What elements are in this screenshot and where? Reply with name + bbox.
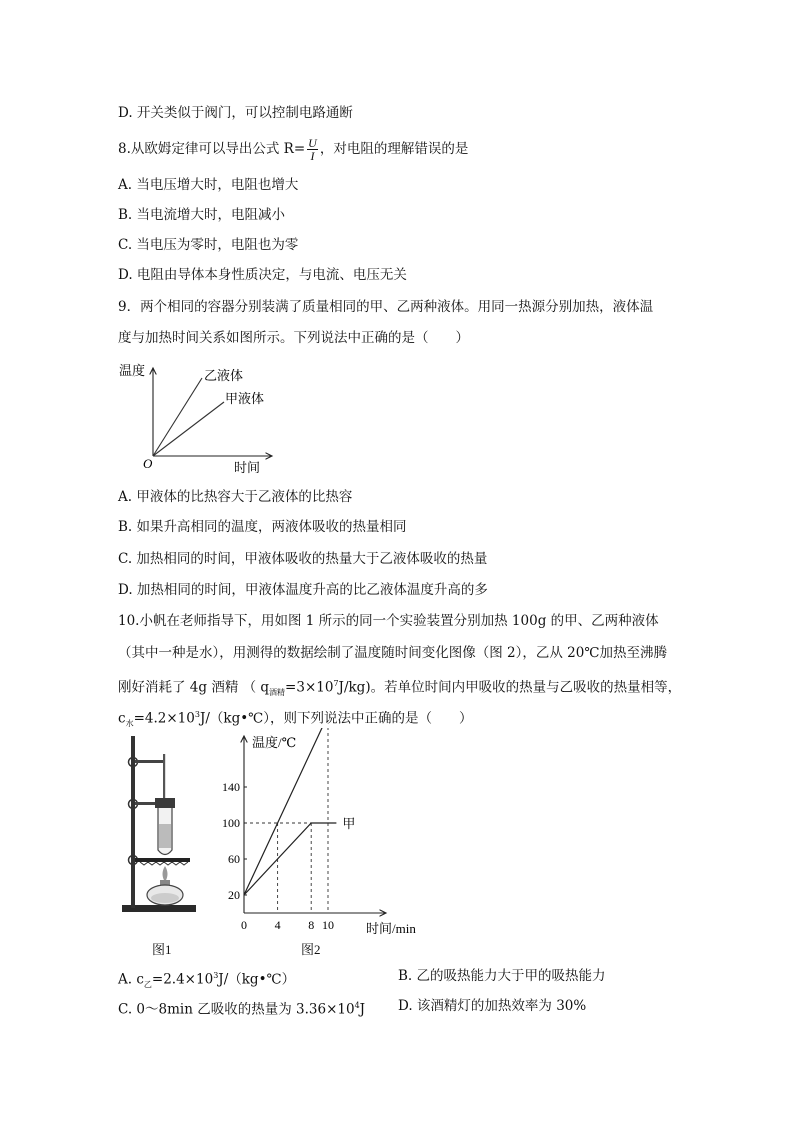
y-tick-label: 60 (228, 852, 240, 866)
q10-line3-post: =3×10 (285, 679, 334, 696)
q10-line3-end: J/kg)。若单位时间内甲吸收的热量与乙吸收的热量相等， (338, 679, 682, 696)
q10-option-a (118, 967, 295, 994)
fraction-denominator: I (310, 149, 315, 163)
q9-option-d: D. 加热相同的时间，甲液体温度升高的比乙液体温度升高的多 (118, 582, 488, 598)
q10-stem-line3 (118, 675, 681, 702)
series-line-yi (244, 728, 362, 895)
fig2-temperature-chart (216, 728, 426, 940)
q8-option-d: D. 电阻由导体本身性质决定，与电流、电压无关 (118, 267, 407, 283)
q10-option-b: B. 乙的吸热能力大于甲的吸热能力 (398, 968, 606, 984)
q10-option-c-pre: C. 0～8min 乙吸收的热量为 3.36×10 (118, 1001, 355, 1018)
fig1-caption: 图1 (152, 942, 172, 957)
q10-line3-sup: 7 (333, 679, 339, 688)
q10-line4-pre: c (118, 710, 126, 727)
q9-line-yi-label: 乙液体 (204, 368, 244, 383)
q10-line4-sub: 水 (125, 719, 134, 729)
q9-stem-line1: 9．两个相同的容器分别装满了质量相同的甲、乙两种液体。用同一热源分别加热，液体温 (118, 299, 654, 315)
y-tick-label: 140 (222, 780, 240, 794)
q10-option-c (118, 997, 365, 1019)
q9-origin-label: O (143, 456, 153, 471)
q9-temperature-time-graph (112, 358, 282, 476)
q10-option-a-post: =2.4×10 (151, 971, 214, 988)
x-tick-label: 8 (308, 918, 315, 932)
x-tick-label: 4 (274, 918, 281, 932)
q9-x-label: 时间 (234, 460, 261, 475)
fig2-y-axis-label: 温度/℃ (252, 735, 297, 750)
fraction-numerator: U (308, 136, 317, 150)
fig2-x-axis-label: 时间/min (366, 921, 416, 936)
q8-stem (118, 135, 468, 163)
q10-line4-end: J/（kg•℃），则下列说法中正确的是（ ） (199, 710, 473, 727)
q10-option-c-end: J (359, 1001, 366, 1018)
q9-line-jia-label: 甲液体 (225, 391, 265, 406)
y-tick-label: 100 (222, 816, 240, 830)
q10-stem-line2: （其中一种是水），用测得的数据绘制了温度随时间变化图像（图 2），乙从 20℃加热至沸腾 (118, 645, 667, 661)
q7-option-d: D. 开关类似于阀门，可以控制电路通断 (118, 105, 353, 121)
q10-option-a-end: J/（kg•℃） (218, 971, 296, 988)
series-line-jia (244, 823, 336, 895)
q10-option-c-sup: 4 (354, 1001, 360, 1010)
q10-option-a-sub: 乙 (143, 980, 152, 990)
q10-option-a-sup: 3 (213, 971, 219, 980)
q8-option-a: A. 当电压增大时，电阻也增大 (118, 177, 299, 193)
q9-option-c: C. 加热相同的时间，甲液体吸收的热量大于乙液体吸收的热量 (118, 551, 488, 567)
q9-line-jia (153, 402, 224, 456)
q8-stem-post: ，对电阻的理解错误的是 (319, 141, 469, 157)
fig1-apparatus-illustration (118, 732, 208, 917)
q10-option-a-pre: A. c (118, 971, 144, 988)
fig2-caption: 图2 (301, 942, 321, 957)
y-tick-label: 20 (228, 888, 240, 902)
q8-stem-pre: 8.从欧姆定律可以导出公式 R= (118, 141, 306, 157)
q8-option-c: C. 当电压为零时，电阻也为零 (118, 237, 299, 253)
q10-stem-line1: 10.小帆在老师指导下，用如图 1 所示的同一个实验装置分别加热 100g 的甲、乙两种液体 (118, 613, 659, 629)
q9-option-b: B. 如果升高相同的温度，两液体吸收的热量相同 (118, 519, 407, 535)
formula-fraction (307, 137, 318, 162)
x-tick-label: 10 (322, 918, 334, 932)
q10-line4-post: =4.2×10 (133, 710, 195, 727)
series-label-jia: 甲 (342, 816, 356, 831)
q9-option-a: A. 甲液体的比热容大于乙液体的比热容 (118, 489, 353, 505)
q9-y-label: 温度 (119, 363, 146, 378)
q10-line4-sup: 3 (194, 710, 200, 719)
q10-line3-pre: 刚好消耗了 4g 酒精 （ q (118, 679, 270, 696)
q9-stem-line2: 度与加热时间关系如图所示。下列说法中正确的是（ ） (118, 330, 469, 346)
x-tick-label: 0 (241, 918, 247, 932)
q10-option-d: D. 该酒精灯的加热效率为 30% (398, 998, 587, 1014)
q10-line3-sub: 酒精 (269, 688, 286, 698)
q9-line-yi (153, 378, 202, 456)
q8-option-b: B. 当电流增大时，电阻减小 (118, 207, 286, 223)
